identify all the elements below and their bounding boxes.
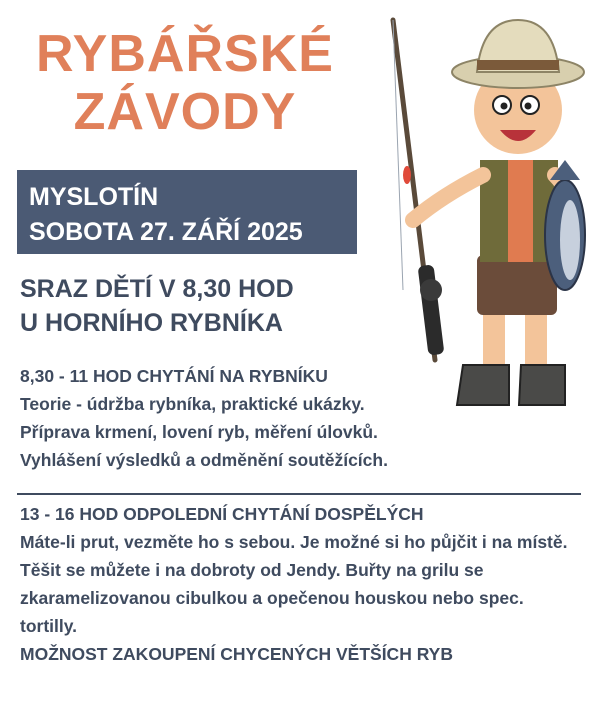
meeting-info [20, 272, 294, 340]
meeting-place: U HORNÍHO RYBNÍKA [20, 309, 283, 337]
meeting-time: SRAZ DĚTÍ V 8,30 HOD [20, 275, 294, 303]
afternoon-line: MOŽNOST ZAKOUPENÍ CHYCENÝCH VĚTŠÍCH RYB [20, 644, 453, 664]
afternoon-line: Máte-li prut, vezměte ho s sebou. Je možné si ho půjčit i na místě. [20, 532, 568, 552]
event-title-line2: ZÁVODY [73, 83, 297, 141]
afternoon-heading: 13 - 16 HOD ODPOLEDNÍ CHYTÁNÍ DOSPĚLÝCH [20, 504, 424, 524]
boy-fisherman-icon [385, 10, 595, 450]
section-divider [17, 493, 581, 495]
place-date-banner [17, 170, 357, 254]
afternoon-line: Těšit se můžete i na dobroty od Jendy. Buřty na grilu se zkaramelizovanou cibulkou a opečenou houskou nebo spec. tortilly. [20, 560, 524, 636]
morning-heading: 8,30 - 11 HOD CHYTÁNÍ NA RYBNÍKU [20, 366, 328, 386]
afternoon-program [20, 500, 580, 668]
morning-line: Vyhlášení výsledků a odměnění soutěžících. [20, 450, 388, 470]
event-date: SOBOTA 27. ZÁŘÍ 2025 [29, 218, 303, 246]
place-name: MYSLOTÍN [29, 183, 159, 211]
morning-line: Teorie - údržba rybníka, praktické ukázky. [20, 394, 365, 414]
event-title-line1: RYBÁŘSKÉ [36, 25, 334, 83]
morning-line: Příprava krmení, lovení ryb, měření úlovků. [20, 422, 378, 442]
